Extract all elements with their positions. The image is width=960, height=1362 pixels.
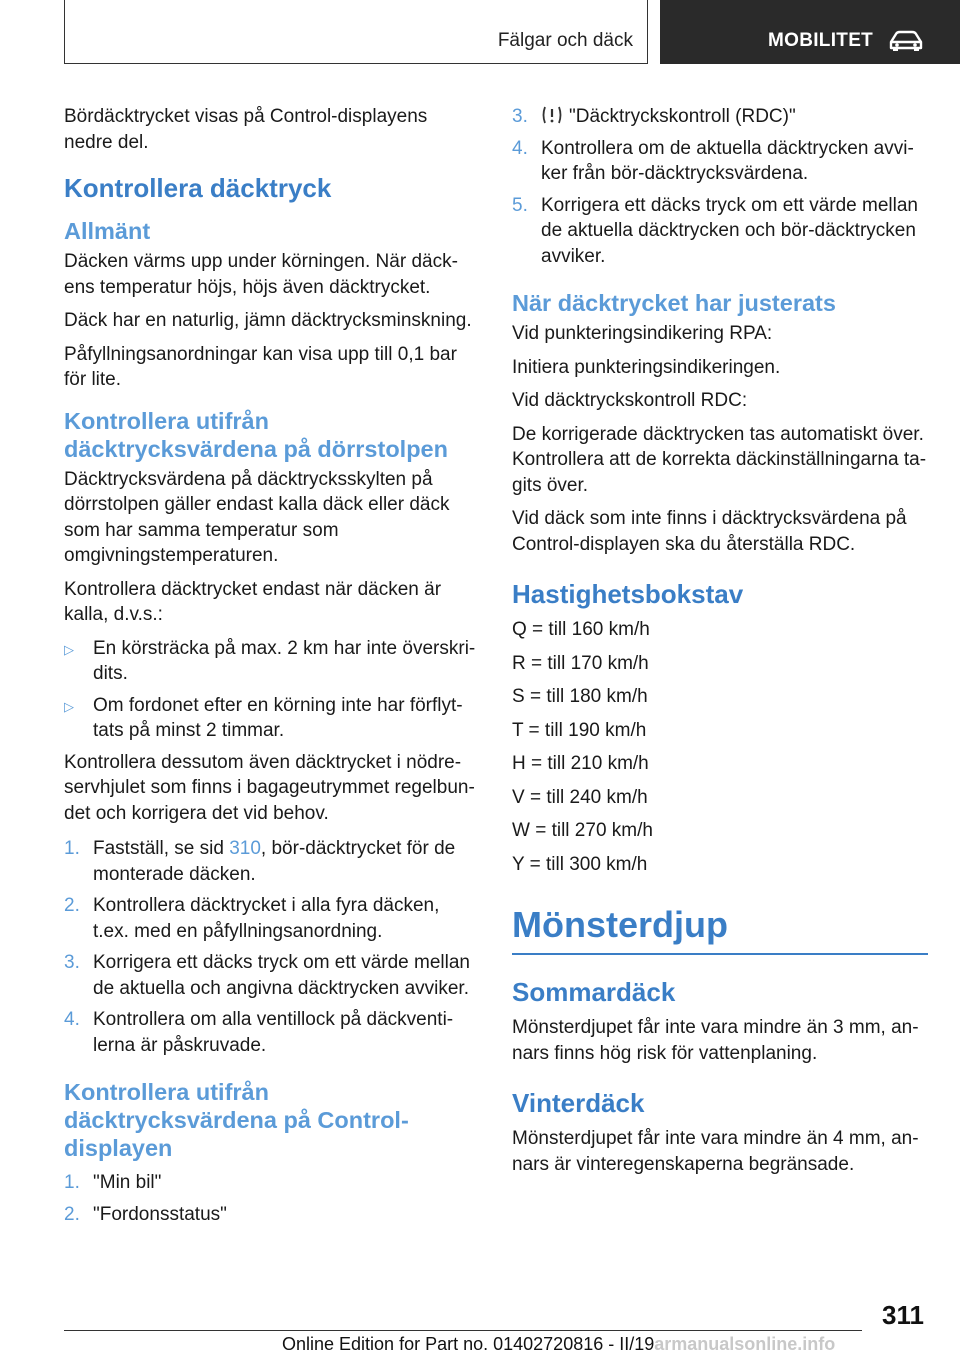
left-column — [64, 104, 476, 1233]
step-item: 2. Kontrollera däcktrycket i alla fyra däcken, t.ex. med en påfyllningsanordning. — [64, 895, 440, 942]
step-item: 5. Korrigera ett däcks tryck om ett värde mellan de aktuella däcktrycken och bör-däcktrycken avviker. — [512, 194, 918, 267]
footer-divider — [64, 1330, 862, 1331]
heading-speed-rating: Hastighetsbokstav — [512, 579, 744, 609]
step-item: 1. "Min bil" — [64, 1172, 162, 1193]
door-pillar-text-3: Kontrollera dessutom även däcktrycket i nödreservhjulet som finns i bagageutrymmet regelbundet och korrigera det vid behov. — [64, 751, 475, 824]
speed-rating: R = till 170 km/h — [512, 652, 649, 674]
heading-tread-depth: Mönsterdjup — [512, 903, 928, 955]
watermark: armanualsonline.info — [654, 1334, 836, 1354]
footer-edition: Online Edition for Part no. 01402720816 - II/19armanualsonline.info — [282, 1334, 836, 1354]
heading-check-control-display: Kontrollera utifrån däcktrycksvärdena på Controldisplayen — [64, 1079, 409, 1161]
intro-text: Bördäcktrycket visas på Control-displayens nedre del. — [64, 106, 428, 153]
page-link[interactable]: 310 — [229, 838, 261, 859]
speed-rating: Y = till 300 km/h — [512, 853, 648, 875]
right-column — [512, 104, 928, 1185]
door-pillar-text-1: Däcktrycksvärdena på däcktrycksskylten på dörrstolpen gäller endast kalla däck eller däck som har samma temperatur som omgivningstemperaturen. — [64, 468, 450, 566]
heading-summer-tires: Sommardäck — [512, 977, 676, 1007]
step-item: 3. "Däcktryckskontroll (RDC)" — [512, 106, 796, 127]
speed-rating: W = till 270 km/h — [512, 820, 653, 841]
chapter-title: MOBILITET — [768, 30, 874, 51]
section-title: Fälgar och däck — [497, 30, 633, 51]
door-pillar-text-2: Kontrollera däcktrycket endast när däcken är kalla, d.v.s.: — [64, 578, 442, 625]
page-number: 311 — [882, 1300, 924, 1330]
list-item: ▷ En körsträcka på max. 2 km har inte överskridits. — [64, 637, 476, 684]
triangle-bullet-icon: ▷ — [64, 641, 74, 657]
tire-pressure-warning-icon — [541, 105, 563, 125]
speed-rating: T = till 190 km/h — [512, 719, 647, 741]
step-item: 3. Korrigera ett däcks tryck om ett värde mellan de aktuella och angivna däcktrycken avviker. — [64, 952, 470, 999]
heading-general: Allmänt — [64, 218, 151, 244]
step-item: 4. Kontrollera om alla ventillock på däckventilerna är påskruvade. — [64, 1009, 454, 1056]
heading-after-adjustment: När däcktrycket har justerats — [512, 290, 836, 316]
speed-rating: H = till 210 km/h — [512, 753, 649, 774]
summer-text: Mönsterdjupet får inte vara mindre än 3 mm, annars finns hög risk för vattenplaning. — [512, 1017, 919, 1064]
speed-rating: S = till 180 km/h — [512, 686, 648, 707]
heading-check-tire-pressure: Kontrollera däcktryck — [64, 173, 332, 203]
adjustment-text: Vid däcktryckskontroll RDC: — [512, 390, 748, 411]
general-text-1: Däcken värms upp under körningen. När däckens temperatur höjs, höjs även däcktrycket. — [64, 251, 458, 298]
step-item: 2. "Fordonsstatus" — [64, 1203, 227, 1225]
header-chapter-tab — [660, 0, 960, 64]
speed-rating: V = till 240 km/h — [512, 786, 648, 808]
heading-check-door-pillar: Kontrollera utifrån däcktrycksvärdena på dörrstolpen — [64, 407, 448, 462]
adjustment-text: Vid punkteringsindikering RPA: — [512, 323, 773, 344]
triangle-bullet-icon: ▷ — [64, 698, 74, 714]
general-text-2: Däck har en naturlig, jämn däcktrycksminskning. — [64, 310, 472, 331]
step-item: 1. Fastställ, se sid 310, bör-däcktrycket för de monterade däcken. — [64, 838, 456, 885]
adjustment-text: De korrigerade däcktrycken tas automatiskt över. Kontrollera att de korrekta däckinställningarna tagits över. — [512, 423, 927, 496]
winter-text: Mönsterdjupet får inte vara mindre än 4 mm, annars är vinteregenskaperna begränsade. — [512, 1128, 919, 1175]
car-icon — [888, 30, 924, 52]
speed-rating: Q = till 160 km/h — [512, 619, 650, 640]
list-item: ▷ Om fordonet efter en körning inte har förflyttats på minst 2 timmar. — [64, 694, 463, 741]
step-item: 4. Kontrollera om de aktuella däcktrycken avviker från bör-däcktrycksvärdena. — [512, 137, 914, 184]
header-section-tab — [64, 0, 648, 64]
adjustment-text: Initiera punkteringsindikeringen. — [512, 356, 781, 378]
adjustment-text: Vid däck som inte finns i däcktrycksvärdena på Control-displayen ska du återställa RDC. — [512, 508, 907, 555]
general-text-3: Påfyllningsanordningar kan visa upp till 0,1 bar för lite. — [64, 343, 457, 390]
heading-winter-tires: Vinterdäck — [512, 1088, 645, 1118]
